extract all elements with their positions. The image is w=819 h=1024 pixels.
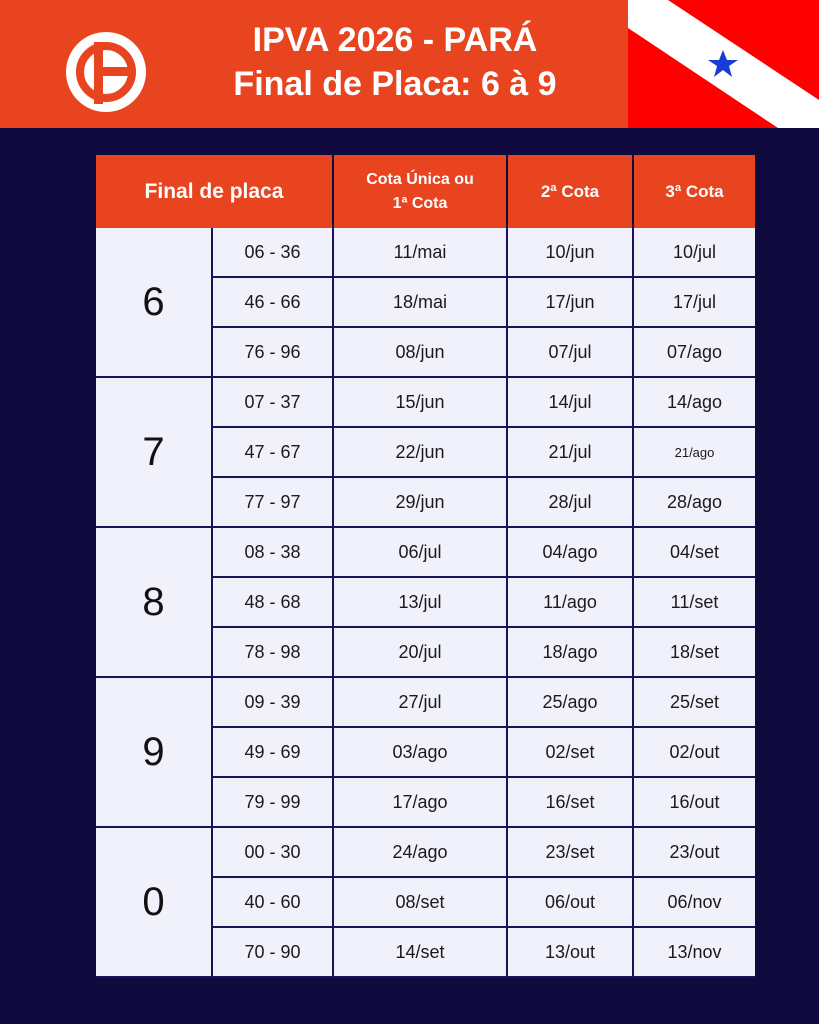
- due-date-cell: 25/set: [634, 678, 755, 728]
- due-date-cell: 29/jun: [334, 478, 508, 528]
- plate-group-7: [96, 378, 755, 528]
- due-date-cell: 27/jul: [334, 678, 508, 728]
- due-date-cell: 28/ago: [634, 478, 755, 528]
- due-date-cell: 06/jul: [334, 528, 508, 578]
- plate-range-cell: 76 - 96: [213, 328, 334, 378]
- due-date-cell: 22/jun: [334, 428, 508, 478]
- due-date-cell: 14/jul: [508, 378, 634, 428]
- plate-range-cell: 77 - 97: [213, 478, 334, 528]
- due-date-cell: 14/ago: [634, 378, 755, 428]
- due-date-cell: 06/out: [508, 878, 634, 928]
- plate-final-digit: 9: [96, 678, 213, 828]
- header-cota-3: 3ª Cota: [634, 155, 755, 228]
- ipva-schedule-table: [96, 155, 755, 979]
- due-date-cell: 20/jul: [334, 628, 508, 678]
- due-date-cell: 21/jul: [508, 428, 634, 478]
- due-date-cell: 23/out: [634, 828, 755, 878]
- plate-group-9: [96, 678, 755, 828]
- plate-range-cell: 78 - 98: [213, 628, 334, 678]
- due-date-cell: 13/nov: [634, 928, 755, 978]
- plate-group-0: [96, 828, 755, 978]
- due-date-cell: 07/jul: [508, 328, 634, 378]
- due-date-cell: 17/jun: [508, 278, 634, 328]
- due-date-cell: 15/jun: [334, 378, 508, 428]
- due-date-cell: 17/ago: [334, 778, 508, 828]
- plate-final-digit: 0: [96, 828, 213, 978]
- brand-logo-icon: [64, 30, 148, 114]
- due-date-cell: 06/nov: [634, 878, 755, 928]
- plate-range-cell: 08 - 38: [213, 528, 334, 578]
- due-date-cell: 17/jul: [634, 278, 755, 328]
- plate-range-cell: 46 - 66: [213, 278, 334, 328]
- due-date-cell: 11/set: [634, 578, 755, 628]
- due-date-cell: 16/set: [508, 778, 634, 828]
- plate-range-cell: 40 - 60: [213, 878, 334, 928]
- header-banner: [0, 0, 819, 128]
- due-date-cell: 13/jul: [334, 578, 508, 628]
- header-cota-unica: Cota Única ou 1ª Cota: [334, 155, 508, 228]
- due-date-cell: 02/set: [508, 728, 634, 778]
- para-flag-icon: [628, 0, 819, 128]
- header-cota-2: 2ª Cota: [508, 155, 634, 228]
- table-header-row: [96, 155, 755, 228]
- plate-range-cell: 09 - 39: [213, 678, 334, 728]
- due-date-cell: 02/out: [634, 728, 755, 778]
- plate-final-digit: 6: [96, 228, 213, 378]
- due-date-cell: 24/ago: [334, 828, 508, 878]
- page-title: [160, 18, 630, 106]
- plate-range-cell: 49 - 69: [213, 728, 334, 778]
- plate-range-cell: 06 - 36: [213, 228, 334, 278]
- due-date-cell: 25/ago: [508, 678, 634, 728]
- plate-range-cell: 47 - 67: [213, 428, 334, 478]
- due-date-cell: 18/ago: [508, 628, 634, 678]
- due-date-cell: 10/jul: [634, 228, 755, 278]
- due-date-cell: 14/set: [334, 928, 508, 978]
- plate-range-cell: 00 - 30: [213, 828, 334, 878]
- due-date-cell: 10/jun: [508, 228, 634, 278]
- plate-range-cell: 07 - 37: [213, 378, 334, 428]
- due-date-cell: 04/set: [634, 528, 755, 578]
- due-date-cell: 07/ago: [634, 328, 755, 378]
- due-date-cell: 28/jul: [508, 478, 634, 528]
- due-date-cell: 21/ago: [634, 428, 755, 478]
- plate-final-digit: 7: [96, 378, 213, 528]
- title-line-2: Final de Placa: 6 à 9: [233, 65, 557, 103]
- title-line-1: IPVA 2026 - PARÁ: [252, 21, 538, 59]
- due-date-cell: 11/ago: [508, 578, 634, 628]
- due-date-cell: 18/mai: [334, 278, 508, 328]
- plate-range-cell: 79 - 99: [213, 778, 334, 828]
- due-date-cell: 16/out: [634, 778, 755, 828]
- plate-final-digit: 8: [96, 528, 213, 678]
- due-date-cell: 08/set: [334, 878, 508, 928]
- due-date-cell: 11/mai: [334, 228, 508, 278]
- plate-group-6: [96, 228, 755, 378]
- due-date-cell: 04/ago: [508, 528, 634, 578]
- plate-group-8: [96, 528, 755, 678]
- due-date-cell: 18/set: [634, 628, 755, 678]
- due-date-cell: 08/jun: [334, 328, 508, 378]
- due-date-cell: 23/set: [508, 828, 634, 878]
- header-final-de-placa: Final de placa: [96, 155, 334, 228]
- plate-range-cell: 70 - 90: [213, 928, 334, 978]
- plate-range-cell: 48 - 68: [213, 578, 334, 628]
- due-date-cell: 03/ago: [334, 728, 508, 778]
- due-date-cell: 13/out: [508, 928, 634, 978]
